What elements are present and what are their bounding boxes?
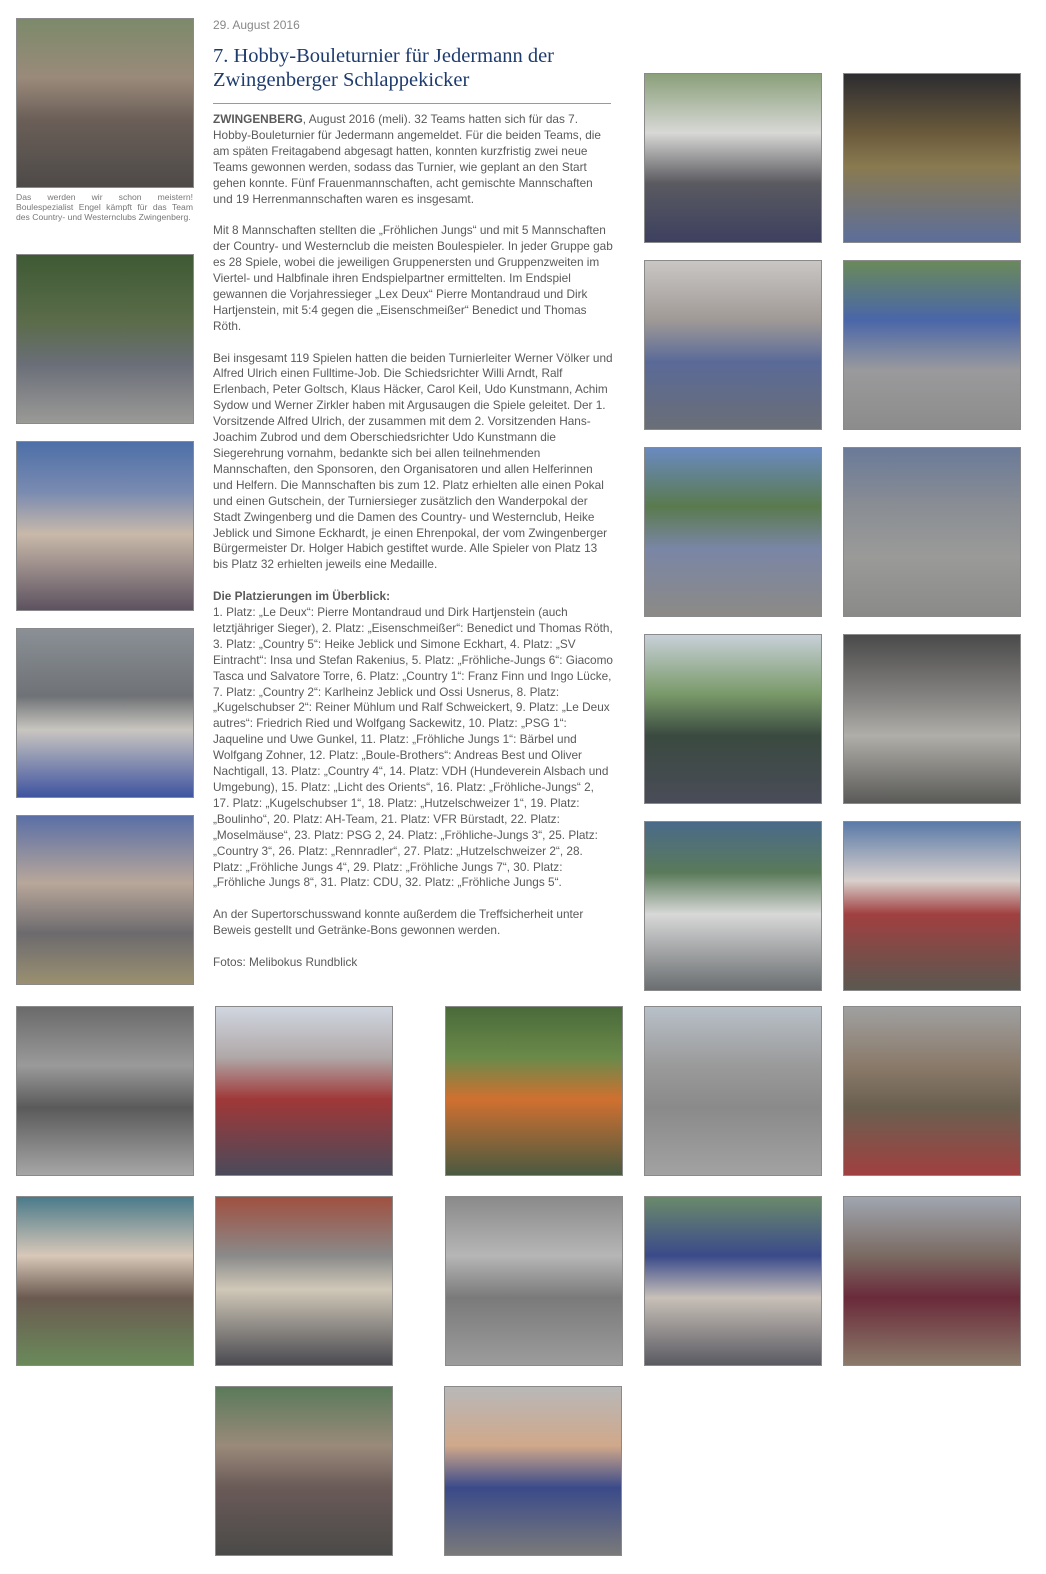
- photo-boule-player-3[interactable]: [215, 1386, 393, 1556]
- photo-man-with-dog[interactable]: [644, 634, 822, 804]
- photo-winners-trophy[interactable]: [215, 1006, 393, 1176]
- article-title: 7. Hobby-Bouleturnier für Jedermann der Zwingenberger Schlappekicker: [213, 45, 554, 91]
- photo-boule-player-throwing[interactable]: [16, 18, 194, 188]
- photo-sponsor-banner[interactable]: [16, 1196, 194, 1366]
- photo-stammtisch-trophy[interactable]: [843, 73, 1021, 243]
- rankings-heading: Die Platzierungen im Überblick:: [213, 589, 390, 604]
- article-paragraph-3: Bei insgesamt 119 Spielen hatten die beiden Turnierleiter Werner Völker und Alfred Ulrich einen Fulltime-Job. Die Schiedsrichter Willi Arndt, Ralf Erlenbach, Peter Goltsch, Klaus Häcker, Carol Keil, Udo Kunstmann, Achim Sydow und Werner Zirkler haben mit Argusaugen die Spiele geleitet. Der 1. Vorsitzende Alfred Ulrich, der zusammen mit dem 2. Vorsitzenden Hans-Joachim Zubrod und dem Oberschiedsrichter Udo Kunstmann die Siegerehrung vornahm, bedankte sich bei allen teilnehmenden Mannschaften, den Sponsoren, den Organisatoren und allen Helferinnen und Helfern. Die Mannschaften bis zum 12. Platz erhielten alle einen Pokal und einen Gutschein, der Turniersieger zusätzlich den Wanderpokal der Stadt Zwingenberg und die Damen des Country- und Westernclub, Heike Jeblick und Simone Eckhardt, je einen Ehrenpokal, der vom Zwingenberger Bürgermeister Dr. Holger Habich gestiftet wurde. Alle Spieler von Platz 13 bis Platz 32 erhielten jeweils eine Medaille.: [213, 350, 613, 572]
- photo-credit: Fotos: Melibokus Rundblick: [213, 954, 358, 969]
- article-paragraph-5: An der Supertorschusswand konnte außerdem die Treffsicherheit unter Beweis gestellt und Getränke-Bons gewonnen werden.: [213, 907, 584, 938]
- photo-woman-throwing[interactable]: [644, 1196, 822, 1366]
- photo-players-court[interactable]: [843, 260, 1021, 430]
- article-paragraph-1: [213, 112, 613, 207]
- photo-two-men-throwing[interactable]: [644, 821, 822, 991]
- article-body: [213, 112, 613, 987]
- photo-women-playing[interactable]: [16, 441, 194, 611]
- photo-balls-on-court[interactable]: [843, 447, 1021, 617]
- photo-spectators-table[interactable]: [16, 628, 194, 798]
- photo-man-orange-shirt[interactable]: [445, 1006, 623, 1176]
- photo-tattoo-leg[interactable]: [445, 1196, 623, 1366]
- photo-players-umbrella[interactable]: [644, 447, 822, 617]
- photo-teams-lineup[interactable]: [16, 254, 194, 424]
- photo-women-smiling[interactable]: [16, 815, 194, 985]
- photo-caption: Das werden wir schon meistern! Boulespezialist Engel kämpft für das Team des Country- und Westernclubs Zwingenberg.: [16, 192, 193, 222]
- article-paragraph-2: Mit 8 Mannschaften stellten die „Fröhlichen Jungs“ und mit 5 Mannschaften der Country- und Westernclub die meisten Boulespieler. In jeder Gruppe gab es 28 Spiele, wobei die jeweiligen Gruppenersten und Gruppenzweiten im Viertel- und Halbfinale ihren Endspielpartner ermittelten. Im Endspiel gewannen die Vorjahressieger „Lex Deux“ Pierre Montandraud und Dirk Hartjenstein, mit 5:4 gegen die „Eisenschmeißer“ Benedict und Thomas Röth.: [213, 223, 613, 333]
- article-place: ZWINGENBERG: [213, 112, 303, 126]
- photo-player-on-court[interactable]: [644, 1006, 822, 1176]
- rankings-list: 1. Platz: „Le Deux“: Pierre Montandraud und Dirk Hartjenstein (auch letztjähriger Sieger), 2. Platz: „Eisenschmeißer“: Benedict und Thomas Röth, 3. Platz: „Country 5“: Heike Jeblick und Simone Eckhart, 4. Platz: „SV Eintracht“: Insa und Stefan Rakenius, 5. Platz: „Fröhliche-Jungs 6“: Giacomo Tasca und Salvatore Torre, 6. Platz: „Country 1“: Franz Finn und Ingo Lücke, 7. Platz: „Country 2“: Karlheinz Jeblick und Ossi Usnerus, 8. Platz: „Kugelschubser 2“: Reiner Mühlum und Ralf Schweickert, 9. Platz: „Le Deux autres“: Friedrich Ried und Wolfgang Sackewitz, 10. Platz: „PSG 1“: Jaqueline und Uwe Gunkel, 11. Platz: „Fröhliche Jungs 1“: Bärbel und Wolfgang Zohner, 12. Platz: „Boule-Brothers“: Andreas Best und Oliver Nachtigall, 13. Platz: „Country 4“, 14. Platz: VDH (Hundeverein Alsbach und Umgebung), 15. Platz: „Licht des Orients“, 16. Platz: „Fröhliche-Jungs“ 2, 17. Platz: „Kugelschubser 1“, 18. Platz: „Hutzelschweizer 1“, 19. Platz: „Boulinho“, 20. Platz: AH-Team, 21. Platz: VFR Bürstadt, 22. Platz: „Moselmäuse“, 23. Platz: PSG 2, 24. Platz: „Fröhliche-Jungs 3“, 25. Platz: „Country 3“, 26. Platz: „Rennradler“, 27. Platz: „Hutzelschweizer 2“, 28. Platz: „Fröhliche Jungs 4“, 29. Platz: „Fröhliche Jungs 7“, 30. Platz: „Fröhliche Jungs 8“, 31. Platz: CDU, 32. Platz: „Fröhliche Jungs 5“.: [213, 605, 613, 890]
- photo-boule-player-2[interactable]: [843, 1006, 1021, 1176]
- photo-hand-boule-balls[interactable]: [644, 260, 822, 430]
- photo-spectators-crowd[interactable]: [215, 1196, 393, 1366]
- article-date: 29. August 2016: [213, 18, 300, 32]
- photo-woman-bending[interactable]: [444, 1386, 622, 1556]
- photo-two-players-court[interactable]: [843, 1196, 1021, 1366]
- article-paragraph-1-text: , August 2016 (meli). 32 Teams hatten sich für das 7. Hobby-Bouleturnier für Jedermann angemeldet. Für die beiden Teams, die am späten Freitagabend abgesagt hatten, konnten kurzfristig zwei neue Teams gewonnen werden, sodass das Turnier, wie geplant an den Start gehen konnte. Fünf Frauenmannschaften, acht gemischte Mannschaften und 19 Herrenmannschaften waren es insgesamt.: [213, 112, 601, 206]
- title-divider: [213, 103, 611, 104]
- photo-group-of-men[interactable]: [843, 821, 1021, 991]
- photo-court-shadows[interactable]: [16, 1006, 194, 1176]
- photo-tournament-desk[interactable]: [644, 73, 822, 243]
- photo-hand-two-balls[interactable]: [843, 634, 1021, 804]
- article-rankings: [213, 589, 613, 891]
